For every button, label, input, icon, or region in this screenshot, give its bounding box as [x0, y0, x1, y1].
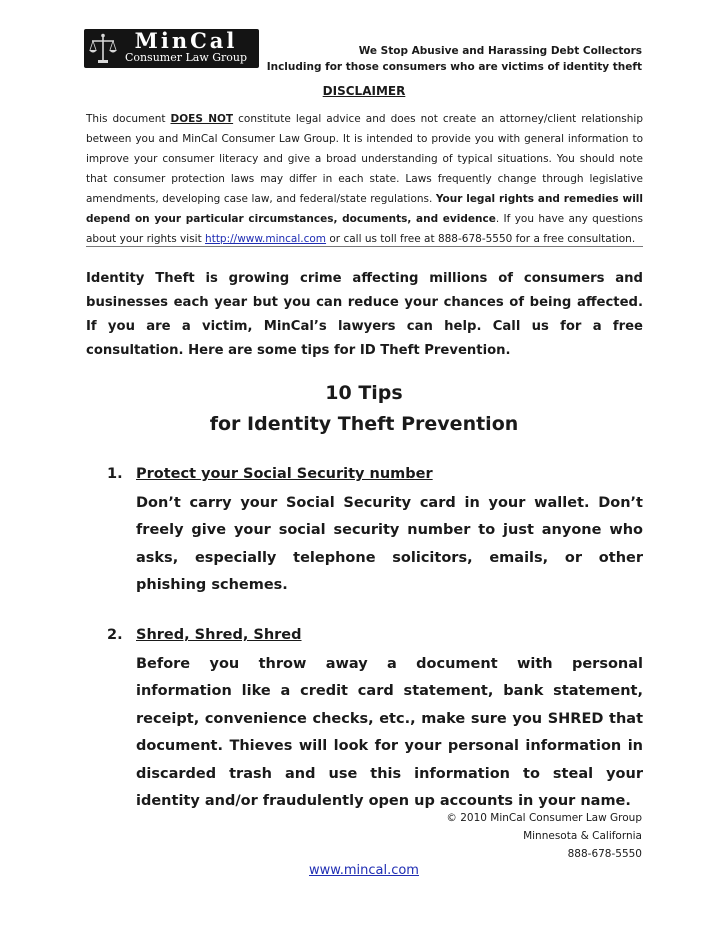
- does-not-emphasis: DOES NOT: [170, 113, 234, 125]
- tip-heading: Protect your Social Security number: [136, 466, 433, 482]
- footer-copyright: © 2010 MinCal Consumer Law Group: [446, 812, 642, 824]
- logo-subtitle: Consumer Law Group: [124, 51, 248, 64]
- disclaimer-text-part: or call us toll free at 888-678-5550 for a free consultation.: [326, 233, 636, 245]
- disclaimer-bold-text: Your legal rights and remedies will depend on your particular circumstances, documents, and evidence: [86, 193, 643, 225]
- tip-body: Don’t carry your Social Security card in your wallet. Don’t freely give your social security number to just anyone who asks, especially telephone solicitors, emails, or other phishing schemes.: [136, 495, 643, 594]
- tip-body: Before you throw away a document with personal information like a credit card statement, bank statement, receipt, convenience checks, etc., make sure you SHRED that document. Thieves will look for your personal information in discarded trash and use this information to steal your identity and/or fraudulently open up accounts in your name.: [136, 656, 643, 810]
- tip-number: 1.: [107, 466, 123, 482]
- tips-title: [0, 378, 728, 440]
- website-link[interactable]: http://www.mincal.com: [205, 233, 327, 245]
- disclaimer-title: DISCLAIMER: [322, 84, 406, 98]
- header-tagline-1: We Stop Abusive and Harassing Debt Collectors: [358, 45, 642, 57]
- tips-title-line-2: for Identity Theft Prevention: [209, 413, 519, 435]
- section-divider: [86, 246, 643, 247]
- intro-paragraph: Identity Theft is growing crime affecting millions of consumers and businesses each year but you can reduce your chances of being affected. If you are a victim, MinCal’s lawyers can help. Call us for a free consultation. Here are some tips for ID Theft Prevention.: [86, 271, 643, 358]
- footer-phone: 888-678-5550: [567, 848, 642, 860]
- logo-wordmark: MinCal: [134, 28, 238, 53]
- tip-heading: Shred, Shred, Shred: [136, 627, 302, 643]
- footer-website-link[interactable]: www.mincal.com: [309, 863, 419, 878]
- header-tagline-2: Including for those consumers who are victims of identity theft: [266, 61, 642, 73]
- disclaimer-text: [86, 109, 643, 249]
- scales-of-justice-icon: [88, 32, 118, 65]
- tips-title-line-1: 10 Tips: [325, 382, 403, 404]
- disclaimer-text-part: This document: [86, 113, 171, 125]
- company-logo: [84, 29, 259, 68]
- tip-number: 2.: [107, 627, 123, 643]
- disclaimer-text-part: constitute legal advice and does not create an attorney/client relationship between you and MinCal Consumer Law Group. It is intended to provide you with general information to improve your consumer literacy and give a broad understanding of typical situations. You should note that consumer protection laws may differ in each state. Laws frequently change through legislative amendments, developing case law, and federal/state regulations.: [86, 113, 643, 205]
- disclaimer-text-part: . If you have any questions about your rights visit: [86, 213, 643, 245]
- footer-location: Minnesota & California: [523, 830, 642, 842]
